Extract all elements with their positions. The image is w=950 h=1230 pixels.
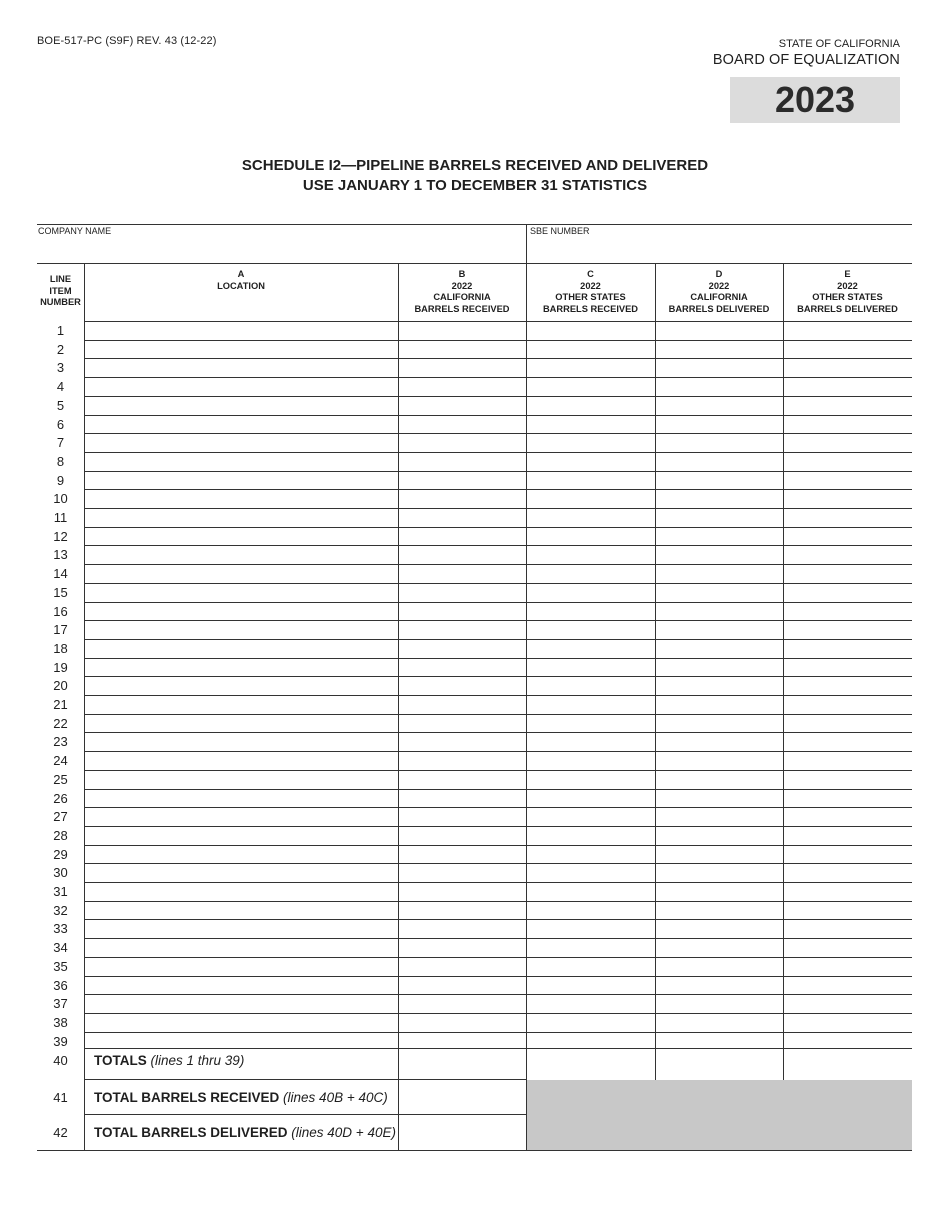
line-2-a-field[interactable]: [85, 341, 398, 359]
line-12-c-field[interactable]: [527, 528, 655, 546]
line-24-c-field[interactable]: [527, 752, 655, 770]
line-31-c-field[interactable]: [527, 883, 655, 901]
column-header-a: A LOCATION: [217, 269, 265, 291]
rule-col-b: [526, 263, 527, 1151]
shaded-not-applicable: [527, 1080, 912, 1150]
line-32-e-field[interactable]: [784, 902, 912, 920]
line-1-d-field[interactable]: [656, 322, 783, 340]
line-number: 5: [56, 397, 65, 413]
line-21-d-field[interactable]: [656, 696, 783, 714]
totals-label: TOTALS (lines 1 thru 39): [94, 1053, 245, 1068]
line-4-c-field[interactable]: [527, 378, 655, 396]
line-25-e-field[interactable]: [784, 771, 912, 789]
line-17-d-field[interactable]: [656, 621, 783, 639]
line-19-a-field[interactable]: [85, 659, 398, 677]
line-2-d-field[interactable]: [656, 341, 783, 359]
line-37-e-field[interactable]: [784, 995, 912, 1013]
line-1-a-field[interactable]: [85, 322, 398, 340]
line-26-b-field[interactable]: [399, 790, 526, 808]
line-3-b-field[interactable]: [399, 359, 526, 377]
line-number: 35: [53, 958, 68, 974]
line-15-d-field[interactable]: [656, 584, 783, 602]
line-4-a-field[interactable]: [85, 378, 398, 396]
rule-bottom: [37, 1150, 912, 1151]
line-23-c-field[interactable]: [527, 733, 655, 751]
line-28-a-field[interactable]: [85, 827, 398, 845]
line-1-c-field[interactable]: [527, 322, 655, 340]
line-6-e-field[interactable]: [784, 416, 912, 434]
line-6-b-field[interactable]: [399, 416, 526, 434]
line-12-e-field[interactable]: [784, 528, 912, 546]
line-number: 6: [56, 416, 65, 432]
line-35-c-field[interactable]: [527, 958, 655, 976]
line-34-e-field[interactable]: [784, 939, 912, 957]
line-20-a-field[interactable]: [85, 677, 398, 695]
line-34-a-field[interactable]: [85, 939, 398, 957]
rule-line-41-top: [84, 1079, 526, 1080]
line-28-c-field[interactable]: [527, 827, 655, 845]
line-22-e-field[interactable]: [784, 715, 912, 733]
line-21-a-field[interactable]: [85, 696, 398, 714]
line-38-a-field[interactable]: [85, 1014, 398, 1032]
line-34-b-field[interactable]: [399, 939, 526, 957]
line-3-e-field[interactable]: [784, 359, 912, 377]
line-12-d-field[interactable]: [656, 528, 783, 546]
line-13-c-field[interactable]: [527, 546, 655, 564]
line-30-a-field[interactable]: [85, 864, 398, 882]
line-7-e-field[interactable]: [784, 434, 912, 452]
line-10-b-field[interactable]: [399, 490, 526, 508]
line-29-c-field[interactable]: [527, 846, 655, 864]
line-38-c-field[interactable]: [527, 1014, 655, 1032]
line-8-a-field[interactable]: [85, 453, 398, 471]
line-32-d-field[interactable]: [656, 902, 783, 920]
line-17-a-field[interactable]: [85, 621, 398, 639]
line-12-a-field[interactable]: [85, 528, 398, 546]
line-number: 1: [56, 323, 65, 338]
line-24-e-field[interactable]: [784, 752, 912, 770]
line-37-c-field[interactable]: [527, 995, 655, 1013]
line-25-c-field[interactable]: [527, 771, 655, 789]
schedule-title: SCHEDULE I2—PIPELINE BARRELS RECEIVED AND DELIVERED: [241, 157, 709, 174]
line-37-d-field[interactable]: [656, 995, 783, 1013]
line-number: 22: [53, 715, 68, 731]
line-19-e-field[interactable]: [784, 659, 912, 677]
line-2-c-field[interactable]: [527, 341, 655, 359]
line-13-a-field[interactable]: [85, 546, 398, 564]
line-5-e-field[interactable]: [784, 397, 912, 415]
line-5-d-field[interactable]: [656, 397, 783, 415]
line-number: 23: [53, 734, 68, 750]
line-30-d-field[interactable]: [656, 864, 783, 882]
line-3-d-field[interactable]: [656, 359, 783, 377]
line-number-41: 41: [53, 1090, 68, 1105]
line-14-b-field[interactable]: [399, 565, 526, 583]
line-number: 18: [53, 640, 68, 656]
line-15-b-field[interactable]: [399, 584, 526, 602]
line-10-d-field[interactable]: [656, 490, 783, 508]
line-26-a-field[interactable]: [85, 790, 398, 808]
line-38-d-field[interactable]: [656, 1014, 783, 1032]
sbe-number-field[interactable]: [527, 238, 912, 262]
line-28-b-field[interactable]: [399, 827, 526, 845]
line-26-c-field[interactable]: [527, 790, 655, 808]
line-36-c-field[interactable]: [527, 977, 655, 995]
line-27-b-field[interactable]: [399, 808, 526, 826]
line-40-e-field[interactable]: [784, 1049, 912, 1079]
line-7-c-field[interactable]: [527, 434, 655, 452]
line-number: 31: [53, 884, 68, 899]
rule-company-divider: [526, 224, 527, 264]
state-label: STATE OF CALIFORNIA: [778, 38, 900, 50]
line-23-a-field[interactable]: [85, 733, 398, 751]
line-31-e-field[interactable]: [784, 883, 912, 901]
line-number: 14: [53, 566, 68, 582]
line-14-c-field[interactable]: [527, 565, 655, 583]
line-27-a-field[interactable]: [85, 808, 398, 826]
line-number: 2: [56, 341, 65, 357]
line-6-a-field[interactable]: [85, 416, 398, 434]
line-number: 16: [53, 603, 68, 619]
line-9-a-field[interactable]: [85, 472, 398, 490]
line-9-d-field[interactable]: [656, 472, 783, 490]
line-25-b-field[interactable]: [399, 771, 526, 789]
line-number: 36: [53, 977, 68, 993]
line-15-e-field[interactable]: [784, 584, 912, 602]
line-33-c-field[interactable]: [527, 920, 655, 938]
line-27-c-field[interactable]: [527, 808, 655, 826]
line-3-c-field[interactable]: [527, 359, 655, 377]
line-number: 33: [53, 921, 68, 937]
line-19-c-field[interactable]: [527, 659, 655, 677]
line-21-e-field[interactable]: [784, 696, 912, 714]
line-number: 25: [53, 771, 68, 787]
line-28-d-field[interactable]: [656, 827, 783, 845]
line-16-b-field[interactable]: [399, 603, 526, 621]
line-40-d-field[interactable]: [656, 1049, 783, 1079]
rule-totals-top: [84, 1048, 912, 1049]
line-3-a-field[interactable]: [85, 359, 398, 377]
line-7-b-field[interactable]: [399, 434, 526, 452]
line-number: 32: [53, 902, 68, 918]
line-number: 3: [56, 360, 65, 376]
line-17-e-field[interactable]: [784, 621, 912, 639]
line-24-a-field[interactable]: [85, 752, 398, 770]
line-32-b-field[interactable]: [399, 902, 526, 920]
line-20-b-field[interactable]: [399, 677, 526, 695]
line-6-d-field[interactable]: [656, 416, 783, 434]
line-5-a-field[interactable]: [85, 397, 398, 415]
line-2-e-field[interactable]: [784, 341, 912, 359]
line-25-d-field[interactable]: [656, 771, 783, 789]
line-number-40: 40: [53, 1053, 68, 1068]
line-5-c-field[interactable]: [527, 397, 655, 415]
column-header-b: B 2022 CALIFORNIA BARRELS RECEIVED: [414, 269, 510, 314]
line-31-d-field[interactable]: [656, 883, 783, 901]
line-number: 9: [56, 472, 65, 488]
column-header-c: C 2022 OTHER STATES BARRELS RECEIVED: [542, 269, 639, 314]
rule-col-line: [84, 263, 85, 1151]
line-41-b-field[interactable]: [399, 1081, 526, 1113]
line-29-d-field[interactable]: [656, 846, 783, 864]
line-35-b-field[interactable]: [399, 958, 526, 976]
line-4-b-field[interactable]: [399, 378, 526, 396]
tax-year-box: [730, 77, 900, 123]
line-number: 37: [53, 996, 68, 1012]
rule-line-42-top: [84, 1114, 526, 1115]
line-6-c-field[interactable]: [527, 416, 655, 434]
line-11-e-field[interactable]: [784, 509, 912, 527]
line-24-d-field[interactable]: [656, 752, 783, 770]
line-15-a-field[interactable]: [85, 584, 398, 602]
line-number: 13: [53, 547, 68, 563]
line-36-d-field[interactable]: [656, 977, 783, 995]
line-number: 15: [53, 584, 68, 600]
line-23-b-field[interactable]: [399, 733, 526, 751]
line-17-b-field[interactable]: [399, 621, 526, 639]
line-14-a-field[interactable]: [85, 565, 398, 583]
line-20-e-field[interactable]: [784, 677, 912, 695]
line-22-c-field[interactable]: [527, 715, 655, 733]
sbe-number-label: SBE NUMBER: [530, 226, 590, 236]
line-number: 38: [53, 1014, 68, 1030]
line-34-d-field[interactable]: [656, 939, 783, 957]
line-number: 34: [53, 940, 68, 956]
line-number: 17: [53, 622, 68, 638]
line-33-e-field[interactable]: [784, 920, 912, 938]
line-27-d-field[interactable]: [656, 808, 783, 826]
line-34-c-field[interactable]: [527, 939, 655, 957]
rule-col-c: [655, 263, 656, 1080]
line-18-a-field[interactable]: [85, 640, 398, 658]
rule-header-top: [37, 263, 912, 264]
line-27-e-field[interactable]: [784, 808, 912, 826]
line-35-e-field[interactable]: [784, 958, 912, 976]
line-12-b-field[interactable]: [399, 528, 526, 546]
line-8-d-field[interactable]: [656, 453, 783, 471]
line-5-b-field[interactable]: [399, 397, 526, 415]
line-40-c-field[interactable]: [527, 1049, 655, 1079]
line-14-e-field[interactable]: [784, 565, 912, 583]
line-25-a-field[interactable]: [85, 771, 398, 789]
line-29-a-field[interactable]: [85, 846, 398, 864]
line-16-e-field[interactable]: [784, 603, 912, 621]
total-delivered-label: TOTAL BARRELS DELIVERED (lines 40D + 40E): [94, 1125, 396, 1140]
line-number: 19: [53, 659, 68, 675]
line-18-c-field[interactable]: [527, 640, 655, 658]
line-13-b-field[interactable]: [399, 546, 526, 564]
line-19-d-field[interactable]: [656, 659, 783, 677]
column-header-d: D 2022 CALIFORNIA BARRELS DELIVERED: [668, 269, 770, 314]
line-32-c-field[interactable]: [527, 902, 655, 920]
line-10-e-field[interactable]: [784, 490, 912, 508]
line-36-e-field[interactable]: [784, 977, 912, 995]
line-number: 11: [53, 510, 68, 525]
line-13-e-field[interactable]: [784, 546, 912, 564]
line-33-d-field[interactable]: [656, 920, 783, 938]
line-29-b-field[interactable]: [399, 846, 526, 864]
line-23-d-field[interactable]: [656, 733, 783, 751]
line-7-d-field[interactable]: [656, 434, 783, 452]
line-30-c-field[interactable]: [527, 864, 655, 882]
line-20-d-field[interactable]: [656, 677, 783, 695]
line-4-d-field[interactable]: [656, 378, 783, 396]
line-1-b-field[interactable]: [399, 322, 526, 340]
line-26-e-field[interactable]: [784, 790, 912, 808]
line-18-d-field[interactable]: [656, 640, 783, 658]
line-9-c-field[interactable]: [527, 472, 655, 490]
total-received-label: TOTAL BARRELS RECEIVED (lines 40B + 40C): [94, 1090, 388, 1105]
line-31-a-field[interactable]: [85, 883, 398, 901]
line-37-b-field[interactable]: [399, 995, 526, 1013]
line-number: 28: [53, 827, 68, 843]
line-30-b-field[interactable]: [399, 864, 526, 882]
schedule-subtitle: USE JANUARY 1 TO DECEMBER 31 STATISTICS: [302, 177, 648, 194]
line-4-e-field[interactable]: [784, 378, 912, 396]
line-37-a-field[interactable]: [85, 995, 398, 1013]
line-number: 7: [56, 435, 65, 451]
line-number: 20: [53, 678, 68, 694]
line-number: 24: [53, 753, 68, 769]
line-number: 8: [56, 453, 65, 469]
line-10-c-field[interactable]: [527, 490, 655, 508]
line-33-a-field[interactable]: [85, 920, 398, 938]
line-16-a-field[interactable]: [85, 603, 398, 621]
board-label: BOARD OF EQUALIZATION: [712, 52, 900, 68]
line-22-a-field[interactable]: [85, 715, 398, 733]
line-22-d-field[interactable]: [656, 715, 783, 733]
line-number: 39: [53, 1033, 68, 1049]
line-18-e-field[interactable]: [784, 640, 912, 658]
line-38-e-field[interactable]: [784, 1014, 912, 1032]
line-number: 27: [53, 809, 68, 825]
rule-col-a: [398, 263, 399, 1151]
line-9-e-field[interactable]: [784, 472, 912, 490]
line-42-b-field[interactable]: [399, 1115, 526, 1149]
column-header-line: LINE ITEM NUMBER: [40, 274, 81, 308]
line-32-a-field[interactable]: [85, 902, 398, 920]
company-name-field[interactable]: [37, 238, 526, 262]
line-8-b-field[interactable]: [399, 453, 526, 471]
line-number: 29: [53, 846, 68, 862]
line-number: 26: [53, 790, 68, 806]
line-35-a-field[interactable]: [85, 958, 398, 976]
line-number: 10: [53, 491, 68, 507]
line-17-c-field[interactable]: [527, 621, 655, 639]
line-number: 4: [56, 379, 65, 395]
line-26-d-field[interactable]: [656, 790, 783, 808]
line-18-b-field[interactable]: [399, 640, 526, 658]
line-23-e-field[interactable]: [784, 733, 912, 751]
form-id: BOE-517-PC (S9F) REV. 43 (12-22): [37, 35, 217, 47]
company-name-label: COMPANY NAME: [38, 226, 112, 236]
line-number-42: 42: [53, 1125, 68, 1140]
rule-col-d: [783, 263, 784, 1080]
rule-top: [37, 224, 912, 225]
line-2-b-field[interactable]: [399, 341, 526, 359]
line-19-b-field[interactable]: [399, 659, 526, 677]
line-16-c-field[interactable]: [527, 603, 655, 621]
line-16-d-field[interactable]: [656, 603, 783, 621]
line-7-a-field[interactable]: [85, 434, 398, 452]
line-13-d-field[interactable]: [656, 546, 783, 564]
line-14-d-field[interactable]: [656, 565, 783, 583]
line-38-b-field[interactable]: [399, 1014, 526, 1032]
line-36-a-field[interactable]: [85, 977, 398, 995]
line-8-c-field[interactable]: [527, 453, 655, 471]
line-number: 12: [53, 528, 68, 544]
line-20-c-field[interactable]: [527, 677, 655, 695]
line-29-e-field[interactable]: [784, 846, 912, 864]
line-22-b-field[interactable]: [399, 715, 526, 733]
line-33-b-field[interactable]: [399, 920, 526, 938]
line-8-e-field[interactable]: [784, 453, 912, 471]
line-36-b-field[interactable]: [399, 977, 526, 995]
line-11-c-field[interactable]: [527, 509, 655, 527]
line-number: 30: [53, 865, 68, 881]
tax-year: 2023: [774, 79, 856, 120]
line-28-e-field[interactable]: [784, 827, 912, 845]
line-11-d-field[interactable]: [656, 509, 783, 527]
column-header-e: E 2022 OTHER STATES BARRELS DELIVERED: [797, 269, 898, 314]
line-40-b-field[interactable]: [399, 1049, 526, 1079]
line-11-b-field[interactable]: [399, 509, 526, 527]
line-9-b-field[interactable]: [399, 472, 526, 490]
line-15-c-field[interactable]: [527, 584, 655, 602]
line-35-d-field[interactable]: [656, 958, 783, 976]
line-number: 21: [53, 697, 68, 712]
line-10-a-field[interactable]: [85, 490, 398, 508]
line-31-b-field[interactable]: [399, 883, 526, 901]
line-11-a-field[interactable]: [85, 509, 398, 527]
line-24-b-field[interactable]: [399, 752, 526, 770]
line-21-c-field[interactable]: [527, 696, 655, 714]
line-21-b-field[interactable]: [399, 696, 526, 714]
line-30-e-field[interactable]: [784, 864, 912, 882]
line-1-e-field[interactable]: [784, 322, 912, 340]
